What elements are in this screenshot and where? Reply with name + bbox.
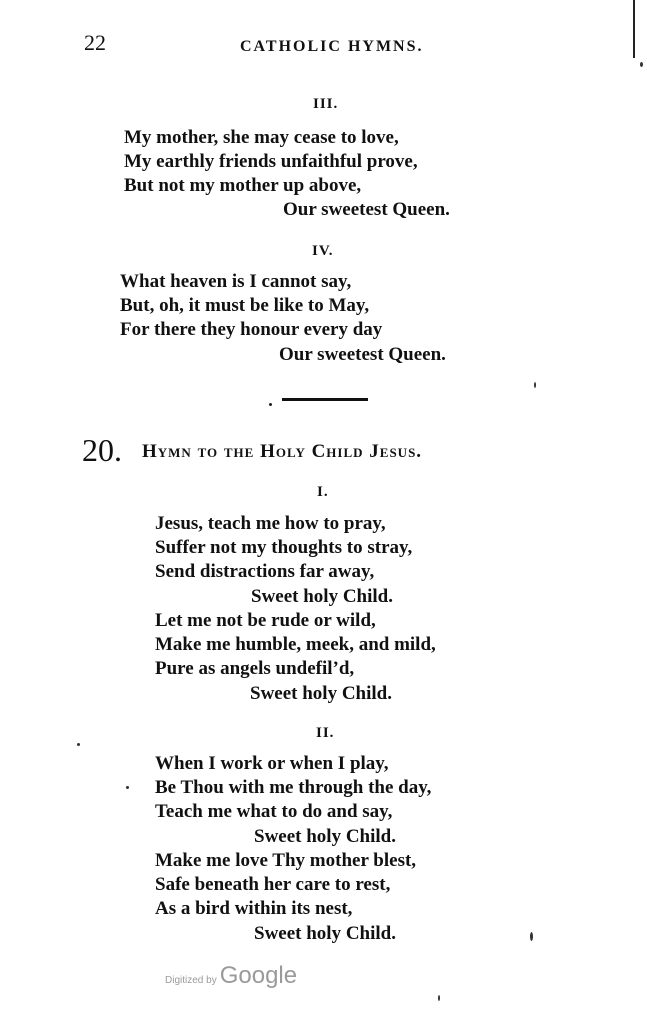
verse-line: Teach me what to do and say, xyxy=(155,801,393,822)
verse-line: Make me humble, meek, and mild, xyxy=(155,634,436,655)
page-edge-mark xyxy=(633,0,635,58)
scan-speck xyxy=(77,743,80,746)
running-title: CATHOLIC HYMNS. xyxy=(240,38,424,55)
verse-refrain: Our sweetest Queen. xyxy=(279,344,446,365)
rule-dot xyxy=(269,403,272,406)
verse-line: For there they honour every day xyxy=(120,319,383,340)
verse-refrain: Sweet holy Child. xyxy=(254,826,396,847)
verse-line: As a bird within its nest, xyxy=(155,898,353,919)
stanza-number-i: I. xyxy=(317,484,329,500)
digitized-by-label: Digitized by xyxy=(165,975,217,986)
verse-line: Pure as angels undefil’d, xyxy=(155,658,355,679)
verse-line: Suffer not my thoughts to stray, xyxy=(155,537,413,558)
verse-refrain: Our sweetest Queen. xyxy=(283,199,450,220)
page-number: 22 xyxy=(84,30,106,55)
hymn-title: Hymn to the Holy Child Jesus. xyxy=(142,441,423,462)
stanza-number-iii: III. xyxy=(313,96,339,112)
verse-line: But not my mother up above, xyxy=(124,175,362,196)
stanza-number-ii: II. xyxy=(316,725,335,741)
verse-line: When I work or when I play, xyxy=(155,753,389,774)
verse-line: Send distractions far away, xyxy=(155,561,375,582)
verse-line: Be Thou with me through the day, xyxy=(155,777,432,798)
stanza-number-iv: IV. xyxy=(312,243,334,259)
section-divider xyxy=(282,398,368,401)
scan-speck xyxy=(126,786,129,789)
hymn-number: 20. xyxy=(82,432,122,468)
verse-line: Safe beneath her care to rest, xyxy=(155,874,391,895)
verse-line: But, oh, it must be like to May, xyxy=(120,295,370,316)
scan-speck xyxy=(640,62,643,67)
verse-line: Let me not be rude or wild, xyxy=(155,610,376,631)
verse-line: My earthly friends unfaithful prove, xyxy=(124,151,418,172)
verse-line: Make me love Thy mother blest, xyxy=(155,850,417,871)
google-logo-text: Google xyxy=(219,962,298,989)
verse-line: Jesus, teach me how to pray, xyxy=(155,513,386,534)
verse-refrain: Sweet holy Child. xyxy=(250,683,392,704)
verse-refrain: Sweet holy Child. xyxy=(251,586,393,607)
scan-speck xyxy=(534,382,536,388)
scan-speck xyxy=(530,932,533,941)
verse-refrain: Sweet holy Child. xyxy=(254,923,396,944)
digitized-watermark xyxy=(165,962,297,990)
verse-line: My mother, she may cease to love, xyxy=(124,127,399,148)
verse-line: What heaven is I cannot say, xyxy=(120,271,352,292)
scan-speck xyxy=(438,995,440,1001)
